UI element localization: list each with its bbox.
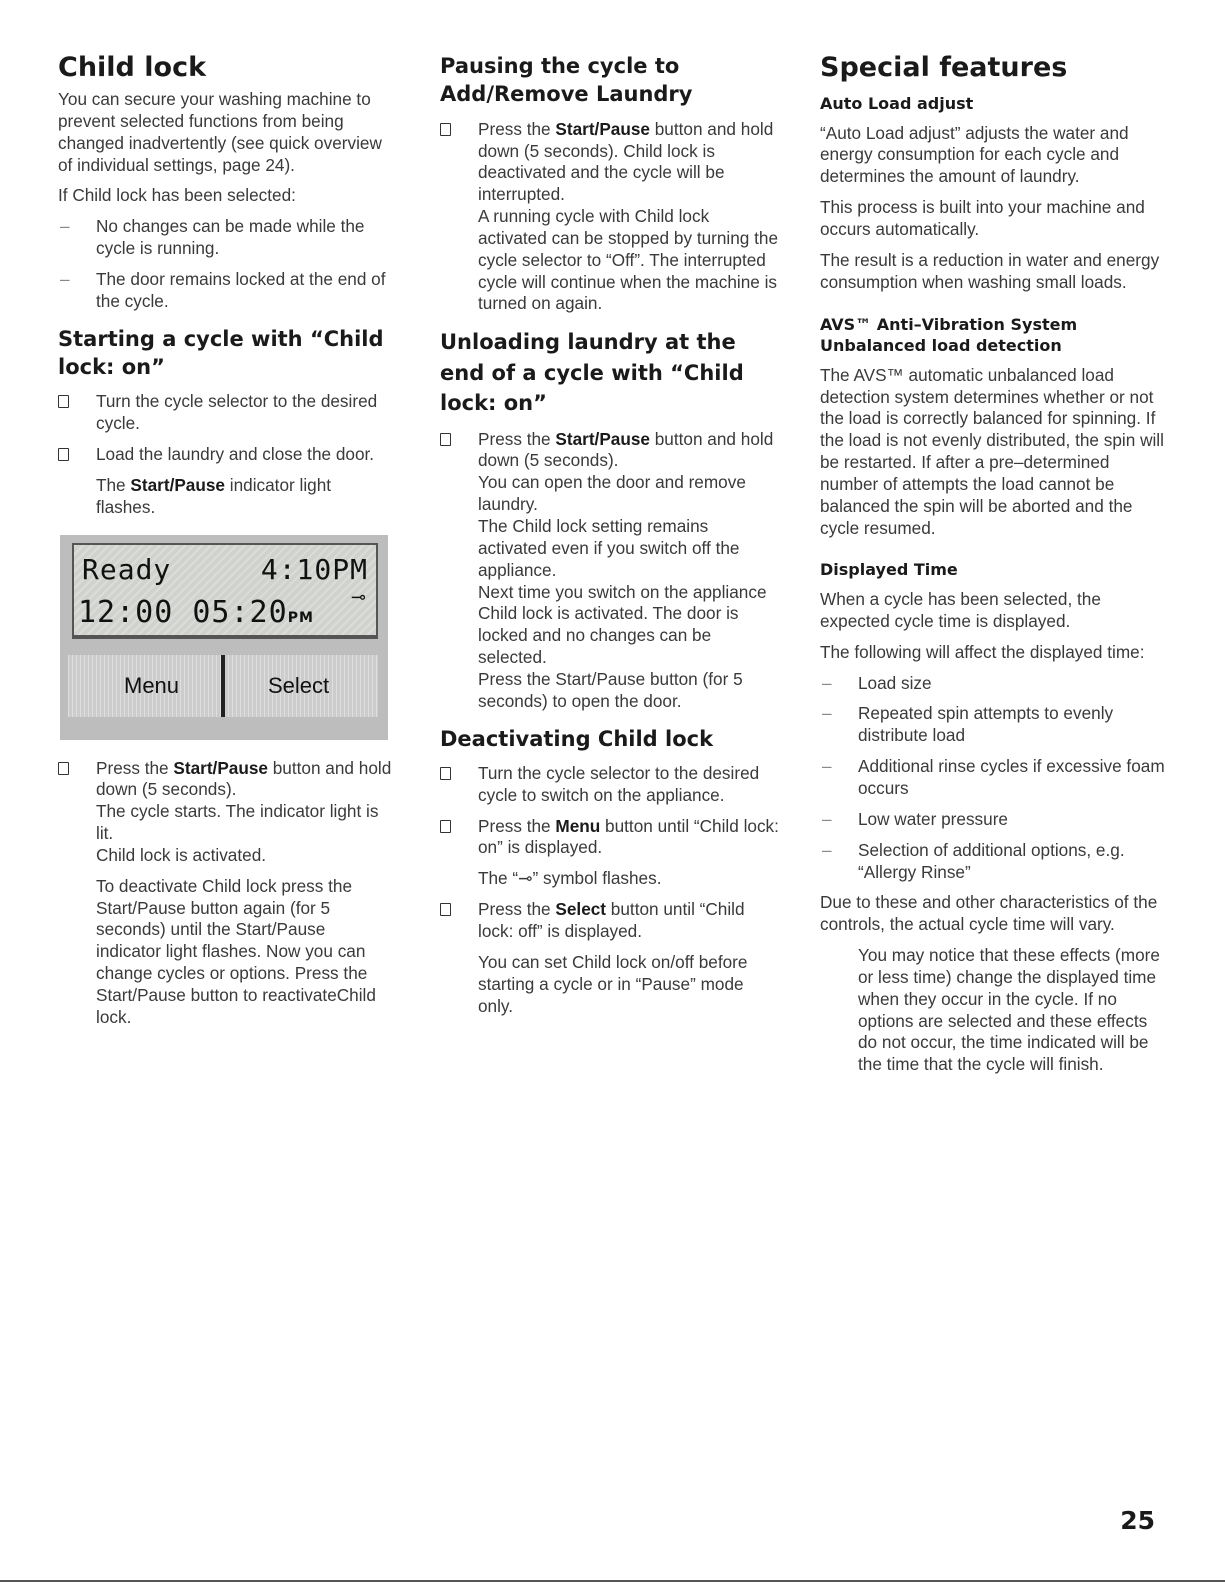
checkbox-icon	[440, 820, 451, 833]
deactivate-note: To deactivate Child lock press the Start/Pause button again (for 5 seconds) until the Start/Pause indicator light flashes. Now you can change cycles or options. Press the Start/Pause button to reactivateChild lock.	[96, 875, 376, 1027]
paragraph: When a cycle has been selected, the expected cycle time is displayed.	[820, 589, 1101, 631]
heading-displayed-time: Displayed Time	[820, 560, 958, 580]
paragraph: The following will affect the displayed time:	[820, 641, 1145, 662]
step-note: The Start/Pause indicator light flashes.	[96, 474, 332, 517]
lcd-time-text: 12:00 05:20PM	[78, 594, 314, 630]
key-icon: ⊸	[350, 586, 366, 607]
panel-buttons	[68, 655, 378, 717]
child-lock-intro: You can secure your washing machine to prevent selected functions from being changed inadvertently (see quick overview of individual settings, page 24).	[58, 89, 382, 175]
heading-deactivating: Deactivating Child lock	[440, 726, 714, 751]
column-special-features	[820, 52, 1165, 1085]
checkbox-icon	[440, 767, 451, 780]
checkbox-icon	[440, 903, 451, 916]
column-child-lock	[58, 52, 393, 1038]
heading-unloading: Unloading laundry at the end of a cycle with “Child lock: on”	[440, 330, 744, 416]
checkbox-icon	[58, 762, 69, 775]
heading-auto-load: Auto Load adjust	[820, 94, 974, 114]
menu-button[interactable]: Menu	[124, 672, 180, 698]
paragraph: The AVS™ automatic unbalanced load detection system determines whether or not the load is correctly balanced for spinning. If the load is not evenly distributed, the spin will be restarted. If after a pre–determined number of attempts the load cannot be balanced the spin will be aborted and the cycle resumed.	[820, 364, 1164, 538]
child-lock-if-selected: If Child lock has been selected:	[58, 185, 296, 206]
paragraph: Due to these and other characteristics of the controls, the actual cycle time will vary.	[820, 892, 1158, 935]
list-item: – Selection of additional options, e.g. “Allergy Rinse”	[822, 839, 1125, 882]
lcd-display	[72, 543, 378, 639]
step-item: Press the Menu button until “Child lock: on” is displayed.	[440, 816, 780, 860]
pause-mode-note: You can set Child lock on/off before starting a cycle or in “Pause” mode only.	[478, 951, 748, 1016]
step-item: Press the Start/Pause button and hold down (5 seconds). The cycle starts. The indicator light is lit. Child lock is activated.	[58, 758, 393, 867]
list-item: – No changes can be made while the cycle is running.	[60, 216, 365, 259]
checkbox-icon	[58, 448, 69, 461]
section-title-child-lock: Child lock	[58, 52, 207, 83]
step-item: Press the Start/Pause button and hold down (5 seconds). Child lock is deactivated and the cycle will be interrupted. A running cycle with Child lock activated can be stopped by turning the cycle selector to “Off”. The interrupted cycle will continue when the machine is turned on again.	[440, 119, 780, 316]
list-item: – Additional rinse cycles if excessive foam occurs	[822, 756, 1165, 798]
paragraph: This process is built into your machine and occurs automatically.	[820, 197, 1145, 240]
step-item: Turn the cycle selector to the desired cycle.	[58, 391, 393, 435]
checkbox-icon	[58, 395, 69, 408]
symbol-note: The “⊸” symbol flashes.	[478, 868, 662, 889]
paragraph: “Auto Load adjust” adjusts the water and energy consumption for each cycle and determines the amount of laundry.	[820, 122, 1129, 187]
select-button[interactable]: Select	[268, 672, 330, 698]
page-number: 25	[1120, 1506, 1155, 1535]
section-title-special-features: Special features	[820, 52, 1068, 83]
list-item: – Load size	[822, 672, 932, 693]
button-divider	[221, 655, 225, 717]
step-item: Turn the cycle selector to the desired cycle to switch on the appliance.	[440, 763, 780, 807]
step-item: Press the Start/Pause button and hold down (5 seconds). You can open the door and remove laundry. The Child lock setting remains activated even if you switch off the appliance. Next time you switch on the appliance Child lock is activated. The door is locked and no changes can be selected. Press the Start/Pause button (for 5 seconds) to open the door.	[440, 429, 780, 713]
paragraph: The result is a reduction in water and energy consumption when washing small loads.	[820, 249, 1160, 292]
list-item: – Low water pressure	[822, 808, 1008, 829]
control-panel-illustration	[60, 535, 388, 740]
heading-pausing: Pausing the cycle to Add/Remove Laundry	[440, 54, 693, 107]
list-item: – The door remains locked at the end of the cycle.	[60, 268, 386, 311]
step-item: Load the laundry and close the door.	[58, 444, 393, 466]
column-pausing	[440, 52, 780, 1026]
checkbox-icon	[440, 433, 451, 446]
step-item: Press the Select button until “Child lock: off” is displayed.	[440, 899, 780, 943]
checkbox-icon	[440, 123, 451, 136]
lcd-status-text: Ready	[82, 552, 172, 586]
paragraph: You may notice that these effects (more or less time) change the displayed time when they occur in the cycle. If no options are selected and these effects do not occur, the time indicated will be the time that the cycle will finish.	[858, 945, 1160, 1075]
heading-starting-cycle: Starting a cycle with “Child lock: on”	[58, 326, 384, 379]
heading-avs: AVS™ Anti–Vibration System Unbalanced load detection	[820, 314, 1078, 356]
list-item: – Repeated spin attempts to evenly distribute load	[822, 703, 1114, 746]
lcd-clock-text: 4:10PM	[260, 552, 368, 586]
bottom-rule	[0, 1580, 1225, 1582]
